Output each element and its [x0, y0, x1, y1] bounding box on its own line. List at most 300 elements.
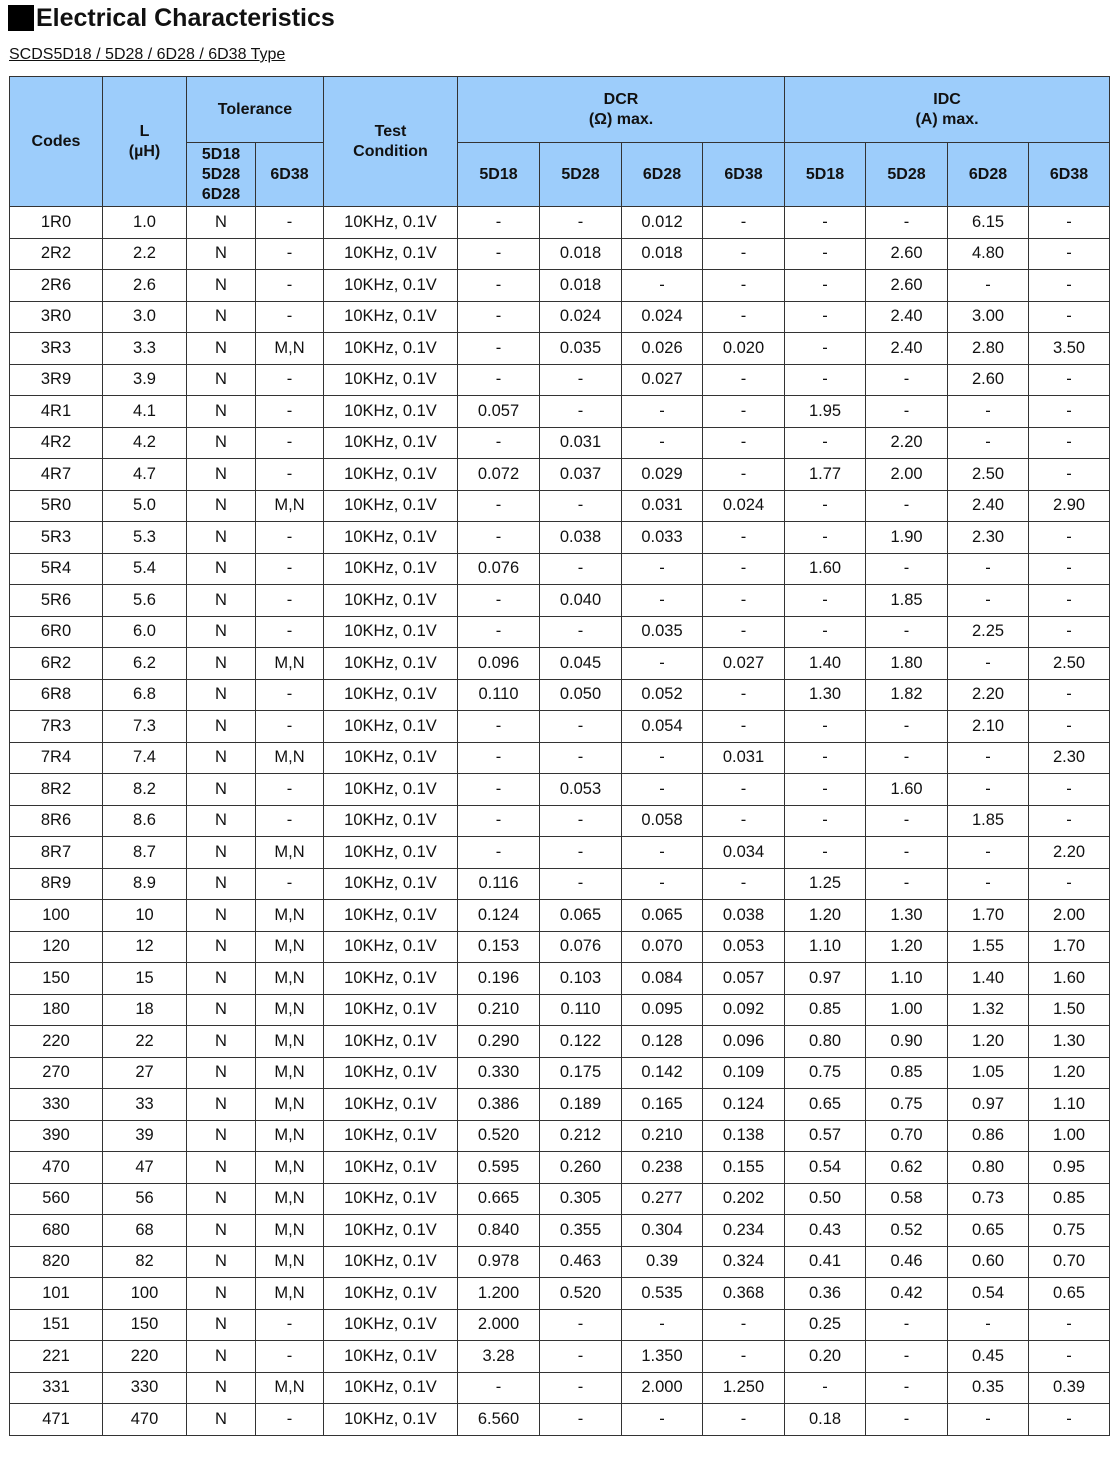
- cell-idc-6d28: -: [948, 427, 1029, 459]
- cell-code: 270: [10, 1057, 103, 1089]
- cell-inductance: 39: [103, 1120, 187, 1152]
- cell-dcr-5d18: -: [458, 427, 540, 459]
- cell-idc-6d28: 2.80: [948, 333, 1029, 365]
- table-row: [10, 711, 1110, 743]
- cell-idc-6d28: -: [948, 396, 1029, 428]
- cell-dcr-6d28: 0.058: [622, 805, 703, 837]
- cell-tolerance-group-b: -: [256, 1341, 324, 1373]
- cell-dcr-6d38: -: [703, 553, 785, 585]
- cell-idc-6d28: 1.05: [948, 1057, 1029, 1089]
- cell-idc-5d18: 0.57: [785, 1120, 866, 1152]
- cell-dcr-5d18: -: [458, 522, 540, 554]
- cell-dcr-5d18: -: [458, 1372, 540, 1404]
- cell-tolerance-group-b: -: [256, 1309, 324, 1341]
- cell-code: 1R0: [10, 207, 103, 239]
- cell-idc-5d28: -: [866, 1404, 948, 1436]
- cell-tolerance-group-b: M,N: [256, 1057, 324, 1089]
- page-title: [8, 3, 335, 33]
- cell-tolerance-group-a: N: [187, 1215, 256, 1247]
- cell-inductance: 12: [103, 931, 187, 963]
- cell-idc-5d18: -: [785, 711, 866, 743]
- cell-dcr-6d38: 1.250: [703, 1372, 785, 1404]
- cell-idc-5d28: 0.52: [866, 1215, 948, 1247]
- cell-idc-5d28: 2.40: [866, 333, 948, 365]
- cell-dcr-6d38: 0.368: [703, 1278, 785, 1310]
- cell-dcr-6d38: -: [703, 238, 785, 270]
- cell-inductance: 5.4: [103, 553, 187, 585]
- cell-idc-6d38: 1.50: [1029, 994, 1110, 1026]
- cell-test-condition: 10KHz, 0.1V: [324, 207, 458, 239]
- cell-code: 2R2: [10, 238, 103, 270]
- cell-idc-5d18: 0.80: [785, 1026, 866, 1058]
- cell-tolerance-group-a: N: [187, 522, 256, 554]
- cell-idc-6d28: -: [948, 837, 1029, 869]
- cell-idc-6d38: -: [1029, 616, 1110, 648]
- cell-dcr-6d38: 0.092: [703, 994, 785, 1026]
- cell-idc-5d18: 0.54: [785, 1152, 866, 1184]
- cell-test-condition: 10KHz, 0.1V: [324, 364, 458, 396]
- table-row: [10, 774, 1110, 806]
- cell-dcr-6d28: 0.052: [622, 679, 703, 711]
- cell-dcr-5d18: -: [458, 207, 540, 239]
- cell-idc-5d18: 1.77: [785, 459, 866, 491]
- cell-idc-5d18: 0.43: [785, 1215, 866, 1247]
- cell-code: 7R4: [10, 742, 103, 774]
- cell-idc-6d28: 2.50: [948, 459, 1029, 491]
- cell-idc-6d28: -: [948, 742, 1029, 774]
- cell-idc-6d38: -: [1029, 711, 1110, 743]
- cell-dcr-5d18: -: [458, 805, 540, 837]
- cell-idc-6d38: -: [1029, 1341, 1110, 1373]
- cell-tolerance-group-b: -: [256, 427, 324, 459]
- cell-tolerance-group-b: M,N: [256, 900, 324, 932]
- cell-dcr-5d18: -: [458, 837, 540, 869]
- table-row: [10, 1278, 1110, 1310]
- cell-code: 471: [10, 1404, 103, 1436]
- cell-idc-5d28: -: [866, 805, 948, 837]
- cell-inductance: 5.0: [103, 490, 187, 522]
- cell-dcr-5d18: 0.124: [458, 900, 540, 932]
- cell-idc-6d38: -: [1029, 301, 1110, 333]
- cell-tolerance-group-a: N: [187, 270, 256, 302]
- cell-dcr-6d28: 0.054: [622, 711, 703, 743]
- title-square-icon: [8, 5, 34, 31]
- cell-dcr-6d38: -: [703, 711, 785, 743]
- cell-dcr-6d28: 0.304: [622, 1215, 703, 1247]
- cell-tolerance-group-b: M,N: [256, 837, 324, 869]
- table-row: [10, 616, 1110, 648]
- cell-dcr-5d28: 0.212: [540, 1120, 622, 1152]
- cell-idc-6d38: 1.00: [1029, 1120, 1110, 1152]
- cell-idc-6d28: -: [948, 585, 1029, 617]
- cell-tolerance-group-a: N: [187, 459, 256, 491]
- cell-dcr-5d28: 0.520: [540, 1278, 622, 1310]
- cell-dcr-5d18: 2.000: [458, 1309, 540, 1341]
- cell-idc-6d38: -: [1029, 805, 1110, 837]
- cell-idc-5d18: 0.36: [785, 1278, 866, 1310]
- cell-idc-5d28: 1.85: [866, 585, 948, 617]
- cell-idc-6d28: -: [948, 868, 1029, 900]
- cell-idc-5d18: 0.20: [785, 1341, 866, 1373]
- cell-idc-6d38: -: [1029, 1404, 1110, 1436]
- cell-dcr-6d28: 0.029: [622, 459, 703, 491]
- cell-inductance: 27: [103, 1057, 187, 1089]
- cell-test-condition: 10KHz, 0.1V: [324, 585, 458, 617]
- cell-code: 4R7: [10, 459, 103, 491]
- cell-test-condition: 10KHz, 0.1V: [324, 648, 458, 680]
- table-row: [10, 301, 1110, 333]
- cell-idc-6d28: 2.40: [948, 490, 1029, 522]
- cell-test-condition: 10KHz, 0.1V: [324, 1341, 458, 1373]
- cell-idc-6d38: 1.60: [1029, 963, 1110, 995]
- cell-dcr-6d38: 0.138: [703, 1120, 785, 1152]
- cell-tolerance-group-b: -: [256, 616, 324, 648]
- cell-inductance: 18: [103, 994, 187, 1026]
- cell-test-condition: 10KHz, 0.1V: [324, 931, 458, 963]
- cell-idc-6d28: 2.30: [948, 522, 1029, 554]
- table-row: [10, 1120, 1110, 1152]
- table-row: [10, 1057, 1110, 1089]
- cell-inductance: 8.6: [103, 805, 187, 837]
- table-row: [10, 931, 1110, 963]
- cell-dcr-5d28: 0.305: [540, 1183, 622, 1215]
- cell-dcr-5d18: 6.560: [458, 1404, 540, 1436]
- cell-tolerance-group-b: M,N: [256, 931, 324, 963]
- cell-dcr-5d18: -: [458, 711, 540, 743]
- cell-inductance: 5.6: [103, 585, 187, 617]
- cell-dcr-5d28: -: [540, 1404, 622, 1436]
- cell-inductance: 6.8: [103, 679, 187, 711]
- cell-idc-6d38: -: [1029, 207, 1110, 239]
- cell-code: 151: [10, 1309, 103, 1341]
- cell-test-condition: 10KHz, 0.1V: [324, 1372, 458, 1404]
- header-dcr-6d28: 6D28: [622, 143, 703, 207]
- table-row: [10, 648, 1110, 680]
- cell-test-condition: 10KHz, 0.1V: [324, 1057, 458, 1089]
- cell-tolerance-group-b: M,N: [256, 333, 324, 365]
- cell-test-condition: 10KHz, 0.1V: [324, 396, 458, 428]
- cell-idc-5d28: -: [866, 396, 948, 428]
- table-row: [10, 994, 1110, 1026]
- cell-dcr-5d28: 0.050: [540, 679, 622, 711]
- cell-idc-6d28: 0.65: [948, 1215, 1029, 1247]
- cell-dcr-6d28: 0.070: [622, 931, 703, 963]
- cell-idc-6d28: 1.32: [948, 994, 1029, 1026]
- table-row: [10, 837, 1110, 869]
- cell-code: 150: [10, 963, 103, 995]
- cell-idc-5d28: -: [866, 711, 948, 743]
- cell-idc-5d18: -: [785, 427, 866, 459]
- cell-code: 6R8: [10, 679, 103, 711]
- cell-dcr-5d28: -: [540, 1372, 622, 1404]
- cell-tolerance-group-a: N: [187, 1152, 256, 1184]
- cell-tolerance-group-a: N: [187, 1246, 256, 1278]
- cell-inductance: 47: [103, 1152, 187, 1184]
- cell-idc-6d38: 1.10: [1029, 1089, 1110, 1121]
- cell-tolerance-group-b: -: [256, 1404, 324, 1436]
- cell-tolerance-group-a: N: [187, 427, 256, 459]
- cell-tolerance-group-b: -: [256, 585, 324, 617]
- cell-dcr-6d28: 0.033: [622, 522, 703, 554]
- header-idc-6d38: 6D38: [1029, 143, 1110, 207]
- cell-idc-5d28: 0.70: [866, 1120, 948, 1152]
- cell-dcr-6d38: -: [703, 1341, 785, 1373]
- cell-dcr-6d38: -: [703, 364, 785, 396]
- cell-dcr-5d18: -: [458, 616, 540, 648]
- cell-dcr-5d28: 0.031: [540, 427, 622, 459]
- cell-code: 680: [10, 1215, 103, 1247]
- cell-dcr-5d18: 0.386: [458, 1089, 540, 1121]
- table-row: [10, 490, 1110, 522]
- cell-tolerance-group-a: N: [187, 490, 256, 522]
- cell-test-condition: 10KHz, 0.1V: [324, 994, 458, 1026]
- cell-dcr-6d28: -: [622, 1309, 703, 1341]
- cell-tolerance-group-a: N: [187, 585, 256, 617]
- cell-dcr-6d38: 0.109: [703, 1057, 785, 1089]
- cell-idc-5d18: 1.20: [785, 900, 866, 932]
- cell-code: 120: [10, 931, 103, 963]
- cell-test-condition: 10KHz, 0.1V: [324, 616, 458, 648]
- cell-inductance: 3.9: [103, 364, 187, 396]
- cell-tolerance-group-a: N: [187, 616, 256, 648]
- cell-idc-5d18: 1.30: [785, 679, 866, 711]
- cell-idc-6d28: 0.35: [948, 1372, 1029, 1404]
- cell-tolerance-group-a: N: [187, 1309, 256, 1341]
- cell-dcr-6d28: 2.000: [622, 1372, 703, 1404]
- cell-dcr-5d18: 0.057: [458, 396, 540, 428]
- cell-inductance: 1.0: [103, 207, 187, 239]
- cell-idc-5d18: 0.75: [785, 1057, 866, 1089]
- cell-dcr-6d28: -: [622, 270, 703, 302]
- cell-dcr-5d18: -: [458, 364, 540, 396]
- cell-idc-6d38: 3.50: [1029, 333, 1110, 365]
- cell-inductance: 3.0: [103, 301, 187, 333]
- cell-idc-5d28: 1.20: [866, 931, 948, 963]
- cell-idc-6d28: -: [948, 553, 1029, 585]
- cell-idc-6d38: 2.90: [1029, 490, 1110, 522]
- cell-idc-6d28: 0.60: [948, 1246, 1029, 1278]
- cell-dcr-5d18: -: [458, 490, 540, 522]
- cell-test-condition: 10KHz, 0.1V: [324, 1246, 458, 1278]
- cell-dcr-6d28: 0.142: [622, 1057, 703, 1089]
- cell-inductance: 6.2: [103, 648, 187, 680]
- cell-idc-5d28: -: [866, 1372, 948, 1404]
- cell-idc-5d18: 0.25: [785, 1309, 866, 1341]
- cell-idc-5d18: 0.65: [785, 1089, 866, 1121]
- header-idc-6d28: 6D28: [948, 143, 1029, 207]
- cell-test-condition: 10KHz, 0.1V: [324, 427, 458, 459]
- cell-dcr-5d28: 0.040: [540, 585, 622, 617]
- cell-tolerance-group-b: M,N: [256, 1026, 324, 1058]
- cell-idc-5d18: 1.60: [785, 553, 866, 585]
- cell-idc-6d28: 1.40: [948, 963, 1029, 995]
- cell-dcr-6d28: 0.084: [622, 963, 703, 995]
- cell-dcr-6d28: -: [622, 553, 703, 585]
- cell-tolerance-group-b: -: [256, 459, 324, 491]
- cell-idc-5d28: 0.42: [866, 1278, 948, 1310]
- cell-idc-6d28: 0.45: [948, 1341, 1029, 1373]
- cell-test-condition: 10KHz, 0.1V: [324, 270, 458, 302]
- cell-dcr-5d28: -: [540, 742, 622, 774]
- cell-dcr-5d28: -: [540, 207, 622, 239]
- cell-inductance: 15: [103, 963, 187, 995]
- cell-code: 5R4: [10, 553, 103, 585]
- cell-idc-6d28: 0.97: [948, 1089, 1029, 1121]
- cell-test-condition: 10KHz, 0.1V: [324, 1026, 458, 1058]
- cell-idc-6d38: -: [1029, 585, 1110, 617]
- cell-idc-5d28: 2.40: [866, 301, 948, 333]
- cell-dcr-6d28: 0.165: [622, 1089, 703, 1121]
- cell-tolerance-group-b: M,N: [256, 963, 324, 995]
- table-row: [10, 270, 1110, 302]
- cell-idc-6d28: 0.80: [948, 1152, 1029, 1184]
- cell-tolerance-group-b: M,N: [256, 648, 324, 680]
- cell-dcr-6d28: -: [622, 427, 703, 459]
- cell-dcr-6d38: 0.124: [703, 1089, 785, 1121]
- cell-dcr-6d28: 0.035: [622, 616, 703, 648]
- cell-idc-6d28: 0.73: [948, 1183, 1029, 1215]
- cell-dcr-6d38: -: [703, 522, 785, 554]
- cell-inductance: 56: [103, 1183, 187, 1215]
- cell-tolerance-group-a: N: [187, 207, 256, 239]
- cell-dcr-5d18: 0.076: [458, 553, 540, 585]
- title-text: Electrical Characteristics: [36, 3, 335, 32]
- cell-idc-5d28: 0.46: [866, 1246, 948, 1278]
- cell-tolerance-group-a: N: [187, 301, 256, 333]
- cell-tolerance-group-a: N: [187, 774, 256, 806]
- cell-tolerance-group-a: N: [187, 333, 256, 365]
- cell-test-condition: 10KHz, 0.1V: [324, 553, 458, 585]
- cell-idc-5d28: 0.58: [866, 1183, 948, 1215]
- cell-idc-6d38: -: [1029, 679, 1110, 711]
- cell-idc-6d28: -: [948, 774, 1029, 806]
- cell-code: 330: [10, 1089, 103, 1121]
- cell-dcr-5d18: 0.210: [458, 994, 540, 1026]
- cell-dcr-5d28: -: [540, 1341, 622, 1373]
- cell-dcr-6d28: 0.238: [622, 1152, 703, 1184]
- cell-dcr-6d38: -: [703, 207, 785, 239]
- cell-dcr-5d28: -: [540, 396, 622, 428]
- cell-idc-6d38: -: [1029, 553, 1110, 585]
- cell-test-condition: 10KHz, 0.1V: [324, 522, 458, 554]
- cell-tolerance-group-b: -: [256, 805, 324, 837]
- cell-dcr-5d28: 0.045: [540, 648, 622, 680]
- cell-tolerance-group-b: -: [256, 270, 324, 302]
- cell-dcr-6d28: 0.128: [622, 1026, 703, 1058]
- cell-code: 5R0: [10, 490, 103, 522]
- cell-idc-5d18: -: [785, 270, 866, 302]
- cell-idc-5d28: 1.10: [866, 963, 948, 995]
- cell-inductance: 4.7: [103, 459, 187, 491]
- cell-idc-6d38: 2.50: [1029, 648, 1110, 680]
- cell-dcr-6d28: 0.39: [622, 1246, 703, 1278]
- cell-idc-5d28: -: [866, 616, 948, 648]
- cell-inductance: 33: [103, 1089, 187, 1121]
- cell-idc-5d28: -: [866, 207, 948, 239]
- cell-tolerance-group-b: -: [256, 364, 324, 396]
- cell-idc-5d28: -: [866, 553, 948, 585]
- cell-dcr-5d28: 0.038: [540, 522, 622, 554]
- cell-dcr-5d28: 0.260: [540, 1152, 622, 1184]
- cell-idc-5d18: 1.25: [785, 868, 866, 900]
- cell-dcr-5d18: 0.196: [458, 963, 540, 995]
- cell-dcr-6d38: 0.202: [703, 1183, 785, 1215]
- cell-dcr-6d38: -: [703, 774, 785, 806]
- cell-tolerance-group-a: N: [187, 900, 256, 932]
- cell-idc-6d38: 1.30: [1029, 1026, 1110, 1058]
- cell-inductance: 10: [103, 900, 187, 932]
- cell-tolerance-group-b: M,N: [256, 1152, 324, 1184]
- cell-code: 4R2: [10, 427, 103, 459]
- cell-test-condition: 10KHz, 0.1V: [324, 1404, 458, 1436]
- cell-dcr-5d28: 0.065: [540, 900, 622, 932]
- cell-idc-5d18: -: [785, 1372, 866, 1404]
- cell-dcr-5d28: 0.175: [540, 1057, 622, 1089]
- table-row: [10, 1152, 1110, 1184]
- cell-idc-6d38: 0.39: [1029, 1372, 1110, 1404]
- cell-code: 180: [10, 994, 103, 1026]
- cell-tolerance-group-b: M,N: [256, 490, 324, 522]
- cell-dcr-6d38: 0.324: [703, 1246, 785, 1278]
- cell-tolerance-group-b: M,N: [256, 1183, 324, 1215]
- cell-inductance: 150: [103, 1309, 187, 1341]
- cell-tolerance-group-a: N: [187, 553, 256, 585]
- cell-code: 820: [10, 1246, 103, 1278]
- cell-idc-6d38: -: [1029, 1309, 1110, 1341]
- cell-test-condition: 10KHz, 0.1V: [324, 774, 458, 806]
- cell-dcr-6d28: 0.027: [622, 364, 703, 396]
- cell-dcr-6d38: -: [703, 459, 785, 491]
- cell-inductance: 4.1: [103, 396, 187, 428]
- cell-idc-6d38: -: [1029, 427, 1110, 459]
- cell-dcr-5d18: -: [458, 238, 540, 270]
- cell-idc-5d18: -: [785, 616, 866, 648]
- cell-dcr-6d28: -: [622, 868, 703, 900]
- cell-test-condition: 10KHz, 0.1V: [324, 868, 458, 900]
- table-row: [10, 1246, 1110, 1278]
- table-row: [10, 427, 1110, 459]
- cell-dcr-6d28: 0.535: [622, 1278, 703, 1310]
- cell-tolerance-group-b: M,N: [256, 1246, 324, 1278]
- cell-test-condition: 10KHz, 0.1V: [324, 490, 458, 522]
- cell-test-condition: 10KHz, 0.1V: [324, 1183, 458, 1215]
- header-inductance: L (µH): [103, 77, 187, 207]
- cell-tolerance-group-b: M,N: [256, 1372, 324, 1404]
- cell-idc-5d28: 2.60: [866, 270, 948, 302]
- cell-tolerance-group-b: -: [256, 774, 324, 806]
- cell-dcr-5d28: 0.018: [540, 270, 622, 302]
- cell-idc-6d38: 1.70: [1029, 931, 1110, 963]
- cell-dcr-5d28: 0.037: [540, 459, 622, 491]
- cell-tolerance-group-b: -: [256, 301, 324, 333]
- cell-idc-6d28: 4.80: [948, 238, 1029, 270]
- cell-idc-5d18: 0.18: [785, 1404, 866, 1436]
- cell-code: 390: [10, 1120, 103, 1152]
- cell-dcr-6d38: 0.096: [703, 1026, 785, 1058]
- cell-tolerance-group-a: N: [187, 238, 256, 270]
- electrical-characteristics-table: [9, 76, 1110, 1436]
- cell-dcr-5d28: -: [540, 364, 622, 396]
- cell-idc-5d28: 2.20: [866, 427, 948, 459]
- cell-dcr-5d18: 0.978: [458, 1246, 540, 1278]
- table-row: [10, 868, 1110, 900]
- cell-dcr-6d28: -: [622, 1404, 703, 1436]
- cell-tolerance-group-a: N: [187, 868, 256, 900]
- cell-inductance: 6.0: [103, 616, 187, 648]
- cell-idc-6d38: 0.70: [1029, 1246, 1110, 1278]
- cell-test-condition: 10KHz, 0.1V: [324, 301, 458, 333]
- cell-dcr-5d28: 0.463: [540, 1246, 622, 1278]
